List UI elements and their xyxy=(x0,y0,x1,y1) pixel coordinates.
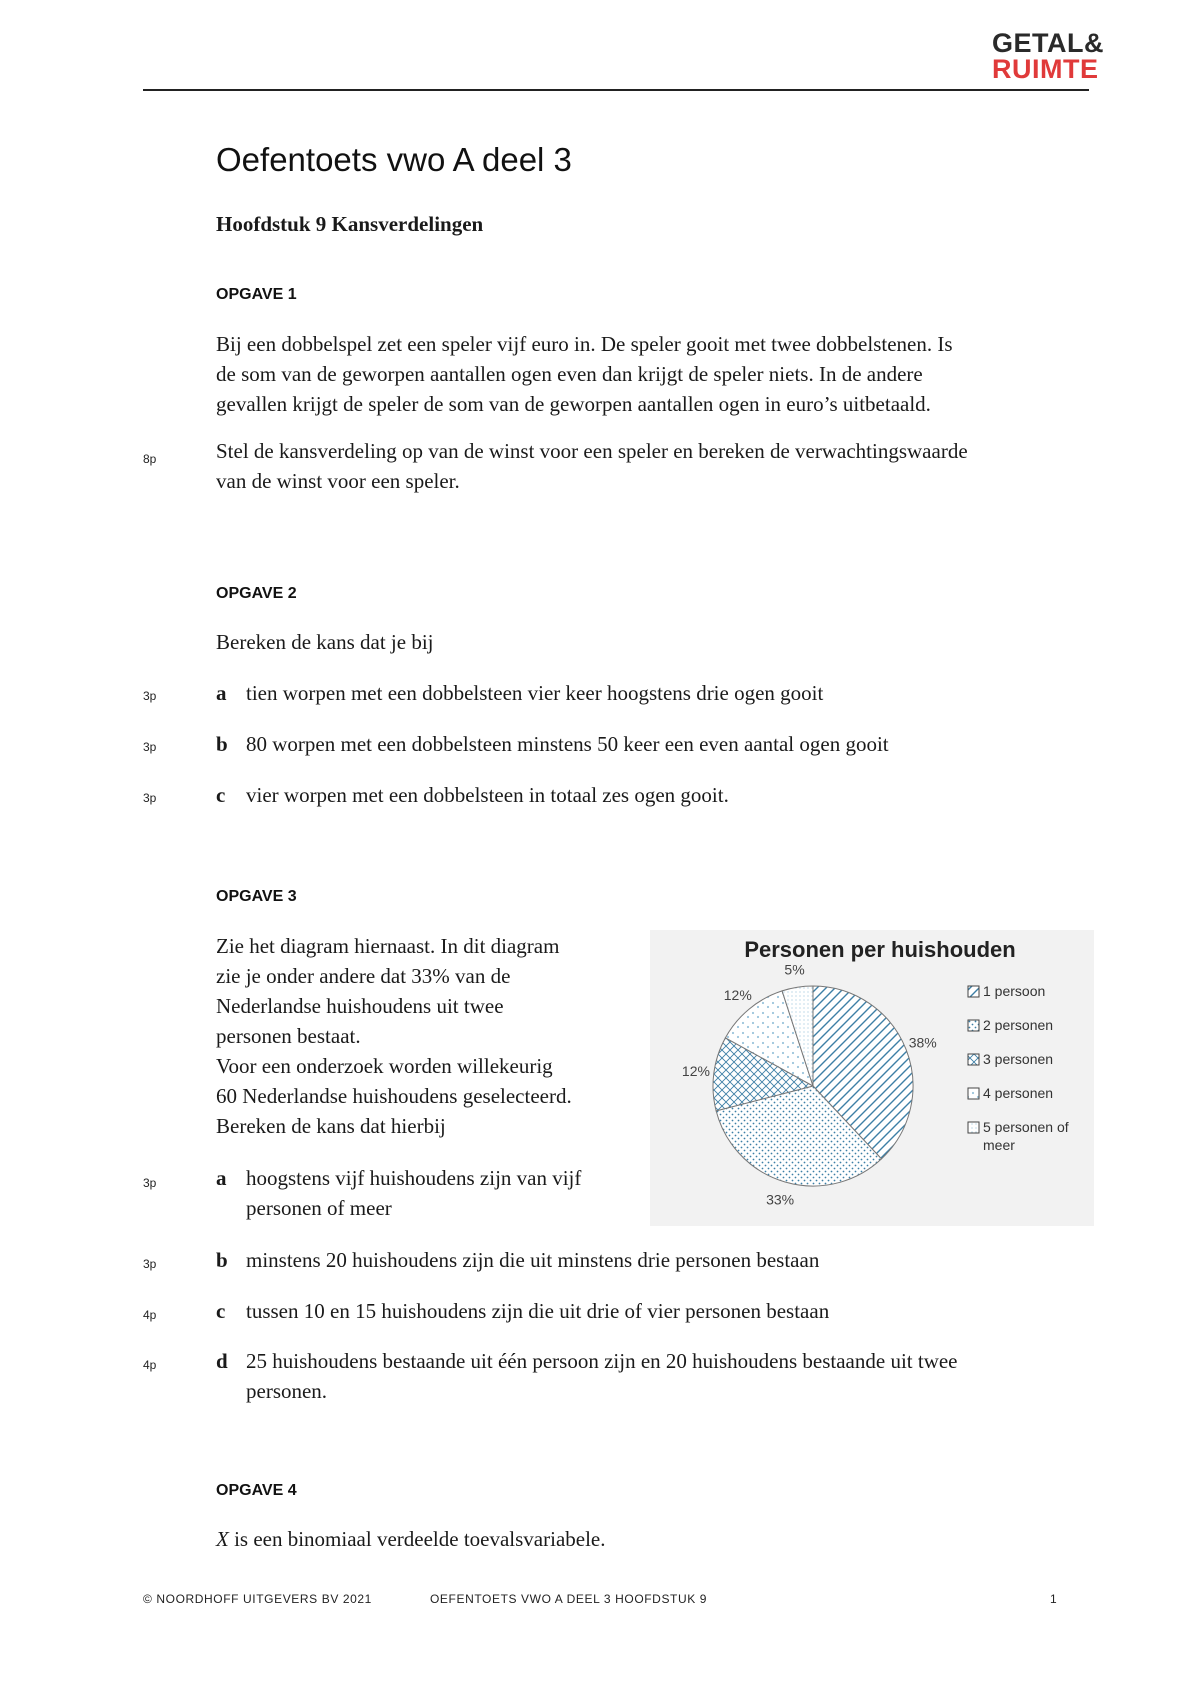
pie-chart-svg xyxy=(650,930,1094,1226)
opgave-4-heading: OPGAVE 4 xyxy=(216,1482,297,1499)
legend-label: 3 personen xyxy=(983,1051,1054,1067)
item-text-line: minstens 20 huishoudens zijn die uit minstens drie personen bestaan xyxy=(246,1248,820,1272)
opgave-2-item-b xyxy=(216,729,889,759)
legend-swatch xyxy=(968,1020,979,1031)
random-variable: X xyxy=(216,1527,229,1551)
opgave-3-item-c xyxy=(216,1296,1086,1326)
points-label: 3p xyxy=(143,740,157,754)
item-label: b xyxy=(216,732,228,756)
opgave-3-intro-line: Nederlandse huishoudens uit twee xyxy=(216,994,504,1018)
opgave-3-item-d xyxy=(216,1346,1086,1406)
opgave-2-heading: OPGAVE 2 xyxy=(216,585,297,602)
opgave-3-item-a xyxy=(216,1163,646,1223)
pie-data-label: 5% xyxy=(784,961,805,978)
opgave-1-question-line: Stel de kansverdeling op van de winst voor een speler en bereken de verwachtingswaarde xyxy=(216,439,968,463)
opgave-3-item-b xyxy=(216,1245,1086,1275)
item-label: b xyxy=(216,1248,228,1272)
footer-doc-title: OEFENTOETS VWO A DEEL 3 HOOFDSTUK 9 xyxy=(430,1592,708,1606)
item-text: 80 worpen met een dobbelsteen minstens 50 keer een even aantal ogen gooit xyxy=(246,732,889,756)
header-rule xyxy=(143,89,1089,91)
pie-chart xyxy=(650,930,1094,1226)
opgave-3-intro-line: 60 Nederlandse huishoudens geselecteerd. xyxy=(216,1084,572,1108)
chapter-subtitle: Hoofdstuk 9 Kansverdelingen xyxy=(216,212,484,236)
legend-label: 5 personen of xyxy=(983,1119,1069,1135)
pie-data-label: 12% xyxy=(723,987,752,1004)
opgave-1-intro xyxy=(216,329,953,419)
opgave-3-intro-line: Voor een onderzoek worden willekeurig xyxy=(216,1054,553,1078)
opgave-4-text xyxy=(216,1524,606,1554)
legend-label: 2 personen xyxy=(983,1017,1054,1033)
points-label: 4p xyxy=(143,1358,157,1372)
opgave-4-sentence: is een binomiaal verdeelde toevalsvariabele. xyxy=(234,1527,606,1551)
page-title: Oefentoets vwo A deel 3 xyxy=(216,141,572,178)
footer-copyright: © NOORDHOFF UITGEVERS BV 2021 xyxy=(143,1592,372,1606)
legend-swatch xyxy=(968,1122,979,1133)
opgave-1-intro-line: Bij een dobbelspel zet een speler vijf euro in. De speler gooit met twee dobbelstenen. Is xyxy=(216,332,953,356)
item-text: tien worpen met een dobbelsteen vier keer hoogstens drie ogen gooit xyxy=(246,681,824,705)
points-label: 3p xyxy=(143,791,157,805)
item-label: c xyxy=(216,1299,226,1323)
legend-swatch xyxy=(968,1088,979,1099)
legend-label: 4 personen xyxy=(983,1085,1054,1101)
opgave-3-heading: OPGAVE 3 xyxy=(216,888,297,905)
pie-data-label: 12% xyxy=(681,1063,710,1080)
points-label: 4p xyxy=(143,1308,157,1322)
opgave-1-question xyxy=(216,436,968,496)
item-text-line: 25 huishoudens bestaande uit één persoon zijn en 20 huishoudens bestaande uit twee xyxy=(246,1349,958,1373)
opgave-3-intro-line: personen bestaat. xyxy=(216,1024,361,1048)
chart-title: Personen per huishouden xyxy=(744,937,1016,962)
opgave-1-intro-line: de som van de geworpen aantallen ogen even dan krijgt de speler niets. In de andere xyxy=(216,362,923,386)
opgave-3-intro-line: Zie het diagram hiernaast. In dit diagram xyxy=(216,934,560,958)
logo-line-2: RUIMTE xyxy=(992,54,1099,84)
item-label: a xyxy=(216,1166,227,1190)
pie-data-label: 33% xyxy=(766,1191,795,1208)
opgave-1-heading: OPGAVE 1 xyxy=(216,286,297,303)
footer-page-number: 1 xyxy=(1050,1592,1058,1606)
legend-label: meer xyxy=(983,1137,1015,1153)
opgave-2-item-a xyxy=(216,678,823,708)
item-label: d xyxy=(216,1349,228,1373)
item-text-line: hoogstens vijf huishoudens zijn van vijf xyxy=(246,1166,582,1190)
opgave-2-intro: Bereken de kans dat je bij xyxy=(216,630,434,654)
opgave-3-intro-line: zie je onder andere dat 33% van de xyxy=(216,964,511,988)
opgave-1-intro-line: gevallen krijgt de speler de som van de geworpen aantallen ogen in euro’s uitbetaald. xyxy=(216,392,931,416)
logo-line-1: GETAL& xyxy=(992,28,1104,58)
opgave-3-intro xyxy=(216,931,572,1141)
item-text: vier worpen met een dobbelsteen in totaal zes ogen gooit. xyxy=(246,783,729,807)
opgave-3-intro-line: Bereken de kans dat hierbij xyxy=(216,1114,446,1138)
item-label: a xyxy=(216,681,227,705)
publisher-logo xyxy=(992,30,1104,82)
item-text-line: personen of meer xyxy=(246,1196,392,1220)
legend-swatch xyxy=(968,1054,979,1065)
points-label: 8p xyxy=(143,452,157,466)
legend-swatch xyxy=(968,986,979,997)
opgave-1-question-line: van de winst voor een speler. xyxy=(216,469,460,493)
item-text-line: personen. xyxy=(246,1379,328,1403)
points-label: 3p xyxy=(143,689,157,703)
item-text-line: tussen 10 en 15 huishoudens zijn die uit drie of vier personen bestaan xyxy=(246,1299,830,1323)
item-label: c xyxy=(216,783,226,807)
points-label: 3p xyxy=(143,1176,157,1190)
points-label: 3p xyxy=(143,1257,157,1271)
pie-data-label: 38% xyxy=(908,1034,937,1051)
opgave-2-item-c xyxy=(216,780,729,810)
legend-label: 1 persoon xyxy=(983,983,1046,999)
